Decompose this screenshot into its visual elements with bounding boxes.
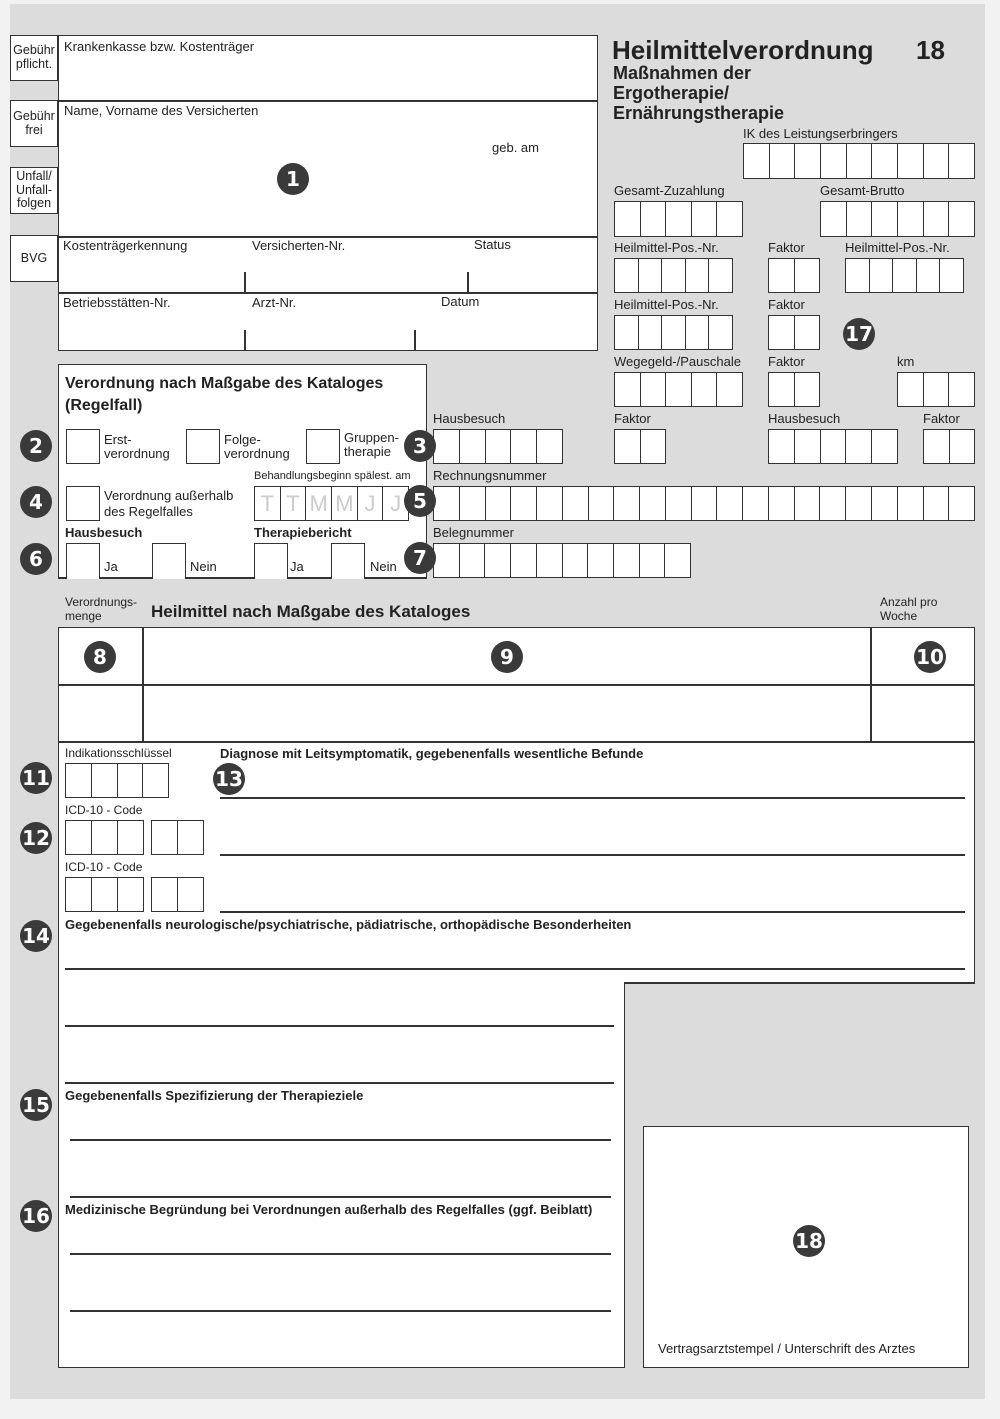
beginn-label: Behandlungsbeginn spälest. am [254, 470, 411, 482]
zuzahlung-field[interactable] [614, 201, 743, 237]
ausserhalb-label: Verordnung außerhalb des Regelfalles [104, 488, 234, 519]
digit-cell[interactable] [898, 144, 924, 178]
digit-cell[interactable] [615, 202, 641, 236]
hausbesuch-label: Hausbesuch [433, 411, 506, 426]
digit-cell[interactable] [118, 821, 143, 854]
digit-cell[interactable] [795, 316, 820, 349]
status-label: Status [474, 237, 511, 252]
digit-cell[interactable] [924, 144, 950, 178]
folge-label: Folge- verordnung [224, 432, 290, 462]
heilmittel-title: Heilmittel nach Maßgabe des Kataloges [151, 602, 471, 621]
besonderheiten-line[interactable] [65, 1025, 614, 1027]
digit-cell[interactable] [898, 487, 924, 520]
faktor-field-3[interactable] [768, 372, 820, 407]
beleg-label: Belegnummer [433, 525, 514, 540]
arzt-label: Arzt-Nr. [252, 295, 297, 310]
digit-cell[interactable] [92, 821, 118, 854]
badge-13: 13 [213, 763, 245, 795]
digit-cell[interactable] [949, 202, 974, 236]
digit-cell[interactable] [143, 764, 168, 797]
date-placeholder: M [332, 487, 358, 520]
faktor-field-5[interactable] [923, 429, 975, 464]
therapiebericht-nein-checkbox[interactable] [331, 543, 365, 579]
digit-cell[interactable] [744, 144, 770, 178]
digit-cell[interactable] [563, 487, 589, 520]
hausbesuch-nein-checkbox[interactable] [152, 543, 186, 579]
therapieziele-line[interactable] [70, 1196, 611, 1198]
digit-cell[interactable] [666, 373, 692, 406]
digit-cell[interactable] [511, 544, 537, 577]
geb-label: geb. am [492, 140, 539, 155]
digit-cell[interactable] [847, 144, 873, 178]
beleg-field[interactable] [433, 543, 691, 578]
bsnr-label: Betriebsstätten-Nr. [63, 295, 171, 310]
digit-cell[interactable] [66, 878, 92, 911]
name-label: Name, Vorname des Versicherten [64, 103, 259, 118]
begruendung-line[interactable] [70, 1310, 611, 1312]
digit-cell[interactable] [769, 430, 795, 463]
rechnung-label: Rechnungsnummer [433, 468, 547, 483]
digit-cell[interactable] [511, 430, 537, 463]
faktor-label: Faktor [923, 411, 960, 426]
kasse-label: Krankenkasse bzw. Kostenträger [64, 39, 255, 54]
digit-cell[interactable] [614, 544, 640, 577]
digit-cell[interactable] [872, 202, 898, 236]
digit-cell[interactable] [666, 487, 692, 520]
digit-cell[interactable] [846, 487, 872, 520]
tab-label: Unfall/ Unfall-folgen [15, 168, 53, 211]
digit-cell[interactable] [589, 487, 615, 520]
digit-cell[interactable] [821, 430, 847, 463]
digit-cell[interactable] [434, 430, 460, 463]
faktor-label: Faktor [614, 411, 651, 426]
menge-label: Verordnungs- menge [65, 595, 138, 624]
badge-9: 9 [491, 641, 523, 673]
digit-cell[interactable] [795, 373, 820, 406]
folgeverordnung-checkbox[interactable] [186, 429, 220, 464]
icd-field-2b[interactable] [151, 877, 204, 912]
digit-cell[interactable] [717, 487, 743, 520]
digit-cell[interactable] [709, 316, 732, 349]
digit-cell[interactable] [795, 144, 821, 178]
digit-cell[interactable] [924, 373, 950, 406]
digit-cell[interactable] [639, 316, 663, 349]
digit-cell[interactable] [743, 487, 769, 520]
digit-cell[interactable] [924, 202, 950, 236]
km-label: km [897, 354, 915, 369]
faktor-label: Faktor [768, 354, 805, 369]
indikation-field[interactable] [65, 763, 169, 798]
km-field[interactable] [897, 372, 975, 407]
digit-cell[interactable] [434, 544, 460, 577]
digit-cell[interactable] [769, 259, 795, 292]
digit-cell[interactable] [511, 487, 537, 520]
digit-cell[interactable] [460, 544, 486, 577]
pos-field-3[interactable] [614, 315, 733, 350]
digit-cell[interactable] [486, 487, 512, 520]
badge-11: 11 [20, 762, 52, 794]
zuzahlung-label: Gesamt-Zuzahlung [614, 183, 725, 198]
form-subtitle: Maßnahmen der [613, 63, 752, 83]
digit-cell[interactable] [615, 430, 641, 463]
icd-label: ICD-10 - Code [65, 860, 143, 874]
icd-field-1a[interactable] [65, 820, 144, 855]
gruppe-label: Gruppen- therapie [344, 430, 399, 460]
digit-cell[interactable] [641, 202, 667, 236]
digit-cell[interactable] [770, 144, 796, 178]
badge-12: 12 [20, 822, 52, 854]
digit-cell[interactable] [846, 430, 872, 463]
digit-cell[interactable] [152, 821, 178, 854]
diagnose-line[interactable] [220, 854, 965, 856]
ausserhalb-checkbox[interactable] [66, 486, 100, 521]
diagnose-line[interactable] [220, 911, 965, 913]
versnr-label: Versicherten-Nr. [252, 238, 346, 253]
digit-cell[interactable] [118, 878, 143, 911]
therapiebericht-ja-checkbox[interactable] [254, 543, 288, 579]
digit-cell[interactable] [641, 373, 667, 406]
digit-cell[interactable] [641, 430, 666, 463]
digit-cell[interactable] [769, 373, 795, 406]
digit-cell[interactable] [614, 487, 640, 520]
ja-label: Ja [104, 559, 118, 574]
digit-cell[interactable] [949, 487, 974, 520]
regelfall-title: Verordnung nach Maßgabe des Kataloges [65, 375, 384, 392]
digit-cell[interactable] [847, 202, 873, 236]
digit-cell[interactable] [924, 487, 950, 520]
date-placeholder: J [358, 487, 384, 520]
pos-label: Heilmittel-Pos.-Nr. [614, 297, 719, 312]
regelfall-title: (Regelfall) [65, 397, 143, 414]
ik-label: IK des Leistungserbringers [743, 126, 898, 141]
digit-cell[interactable] [118, 764, 144, 797]
besonderheiten-label: Gegebenenfalls neurologische/psychiatrische, pädiatrische, orthopädische Besonderheiten [65, 917, 632, 932]
digit-cell[interactable] [949, 144, 974, 178]
digit-cell[interactable] [795, 259, 820, 292]
nein-label: Nein [370, 559, 397, 574]
digit-cell[interactable] [662, 259, 686, 292]
digit-cell[interactable] [769, 487, 795, 520]
digit-cell[interactable] [434, 487, 460, 520]
form-title: Heilmittelverordnung [612, 35, 874, 65]
date-placeholder: M [306, 487, 332, 520]
ja-label: Ja [290, 559, 304, 574]
besonderheiten-line[interactable] [65, 968, 965, 970]
digit-cell[interactable] [870, 259, 894, 292]
badge-14: 14 [20, 920, 52, 952]
ik-field[interactable] [743, 143, 975, 179]
digit-cell[interactable] [821, 202, 847, 236]
digit-cell[interactable] [178, 878, 203, 911]
therapieziele-line[interactable] [70, 1139, 611, 1141]
digit-cell[interactable] [717, 202, 742, 236]
pos-field-2[interactable] [845, 258, 964, 293]
digit-cell[interactable] [898, 202, 924, 236]
tab-unfall[interactable] [10, 167, 58, 214]
hausbesuch-field-2[interactable] [768, 429, 898, 464]
tab-gebuehr-frei[interactable] [10, 100, 58, 147]
digit-cell[interactable] [66, 764, 92, 797]
faktor-field-4[interactable] [614, 429, 666, 464]
diagnose-line[interactable] [220, 797, 965, 799]
faktor-label: Faktor [768, 240, 805, 255]
digit-cell[interactable] [178, 821, 203, 854]
badge-16: 16 [20, 1200, 52, 1232]
badge-6: 6 [20, 543, 52, 575]
begruendung-line[interactable] [70, 1253, 611, 1255]
therapieziele-label: Gegebenenfalls Spezifizierung der Therapieziele [65, 1088, 364, 1103]
digit-cell[interactable] [615, 259, 639, 292]
indikation-label: Indikationsschlüssel [65, 746, 172, 760]
brutto-field[interactable] [820, 201, 975, 237]
badge-8: 8 [84, 641, 116, 673]
digit-cell[interactable] [917, 259, 941, 292]
digit-cell[interactable] [692, 202, 718, 236]
digit-cell[interactable] [460, 487, 486, 520]
behandlungsbeginn-field[interactable] [254, 486, 409, 521]
badge-3: 3 [404, 430, 436, 462]
begruendung-label: Medizinische Begründung bei Verordnungen außerhalb des Regelfalles (ggf. Beiblatt) [65, 1202, 593, 1217]
digit-cell[interactable] [872, 144, 898, 178]
digit-cell[interactable] [485, 544, 511, 577]
digit-cell[interactable] [709, 259, 732, 292]
wegegeld-field[interactable] [614, 372, 743, 407]
digit-cell[interactable] [795, 430, 821, 463]
form-number: 18 [916, 35, 945, 65]
digit-cell[interactable] [588, 544, 614, 577]
anzahl-label: Anzahl pro Woche [880, 595, 938, 624]
faktor-label: Faktor [768, 297, 805, 312]
tab-label: BVG [20, 250, 48, 265]
badge-10: 10 [914, 641, 946, 673]
stempel-label: Vertragsarztstempel / Unterschrift des Arztes [658, 1341, 916, 1356]
brutto-label: Gesamt-Brutto [820, 183, 905, 198]
digit-cell[interactable] [893, 259, 917, 292]
pos-field-1[interactable] [614, 258, 733, 293]
tab-label: Gebühr pflicht. [13, 43, 55, 71]
therapiebericht-heading: Therapiebericht [254, 525, 352, 540]
date-placeholder: T [281, 487, 307, 520]
digit-cell[interactable] [152, 878, 178, 911]
badge-1: 1 [277, 163, 309, 195]
digit-cell[interactable] [486, 430, 512, 463]
digit-cell[interactable] [92, 878, 118, 911]
badge-4: 4 [20, 486, 52, 518]
digit-cell[interactable] [820, 487, 846, 520]
digit-cell[interactable] [662, 316, 686, 349]
tab-gebuehr-pflichtig[interactable] [10, 35, 58, 81]
digit-cell[interactable] [872, 487, 898, 520]
rechnung-field[interactable] [433, 486, 975, 521]
digit-cell[interactable] [665, 544, 690, 577]
date-placeholder: J [390, 490, 402, 516]
digit-cell[interactable] [615, 373, 641, 406]
badge-15: 15 [20, 1089, 52, 1121]
digit-cell[interactable] [950, 430, 975, 463]
pos-label: Heilmittel-Pos.-Nr. [614, 240, 719, 255]
digit-cell[interactable] [795, 487, 821, 520]
hausbesuch-field-1[interactable] [433, 429, 563, 464]
pos-label: Heilmittel-Pos.-Nr. [845, 240, 950, 255]
digit-cell[interactable] [563, 544, 589, 577]
digit-cell[interactable] [872, 430, 897, 463]
digit-cell[interactable] [686, 316, 710, 349]
digit-cell[interactable] [924, 430, 950, 463]
diagnosis-box [58, 741, 975, 984]
digit-cell[interactable] [949, 373, 974, 406]
badge-17: 17 [843, 318, 875, 350]
erstverordnung-checkbox[interactable] [66, 429, 100, 464]
tab-label: Gebühr frei [13, 108, 55, 137]
digit-cell[interactable] [940, 259, 963, 292]
diagnose-label: Diagnose mit Leitsymptomatik, gegebenenfalls wesentliche Befunde [220, 746, 644, 761]
digit-cell[interactable] [66, 821, 92, 854]
nein-label: Nein [190, 559, 217, 574]
date-placeholder: T [255, 487, 281, 520]
hausbesuch-label: Hausbesuch [768, 411, 841, 426]
digit-cell[interactable] [692, 487, 718, 520]
digit-cell[interactable] [640, 487, 666, 520]
datum-label: Datum [441, 294, 480, 309]
hausbesuch-ja-checkbox[interactable] [66, 543, 100, 579]
digit-cell[interactable] [898, 373, 924, 406]
digit-cell[interactable] [537, 430, 562, 463]
badge-5: 5 [404, 485, 436, 517]
hausbesuch-heading: Hausbesuch [65, 525, 143, 540]
digit-cell[interactable] [537, 487, 563, 520]
badge-18: 18 [793, 1225, 825, 1257]
digit-cell[interactable] [846, 259, 870, 292]
digit-cell[interactable] [639, 259, 663, 292]
digit-cell[interactable] [821, 144, 847, 178]
faktor-field-2[interactable] [768, 315, 820, 350]
wegegeld-label: Wegegeld-/Pauschale [614, 354, 741, 369]
digit-cell[interactable] [92, 764, 118, 797]
digit-cell[interactable] [717, 373, 742, 406]
icd-field-1b[interactable] [151, 820, 204, 855]
faktor-field-1[interactable] [768, 258, 820, 293]
form-subtitle: Ergotherapie/ [613, 83, 730, 103]
badge-2: 2 [20, 430, 52, 462]
digit-cell[interactable] [640, 544, 666, 577]
erst-label: Erst- verordnung [104, 432, 170, 462]
besonderheiten-line[interactable] [65, 1082, 614, 1084]
icd-field-2a[interactable] [65, 877, 144, 912]
digit-cell[interactable] [686, 259, 710, 292]
digit-cell[interactable] [769, 316, 795, 349]
digit-cell[interactable] [537, 544, 563, 577]
gruppentherapie-checkbox[interactable] [306, 429, 340, 464]
digit-cell[interactable] [615, 316, 639, 349]
badge-7: 7 [404, 542, 436, 574]
icd-label: ICD-10 - Code [65, 803, 143, 817]
tab-bvg[interactable] [10, 235, 58, 282]
digit-cell[interactable] [692, 373, 718, 406]
form-subtitle: Ernährungstherapie [613, 103, 785, 123]
kennung-label: Kostenträgerkennung [63, 238, 188, 253]
digit-cell[interactable] [460, 430, 486, 463]
digit-cell[interactable] [666, 202, 692, 236]
